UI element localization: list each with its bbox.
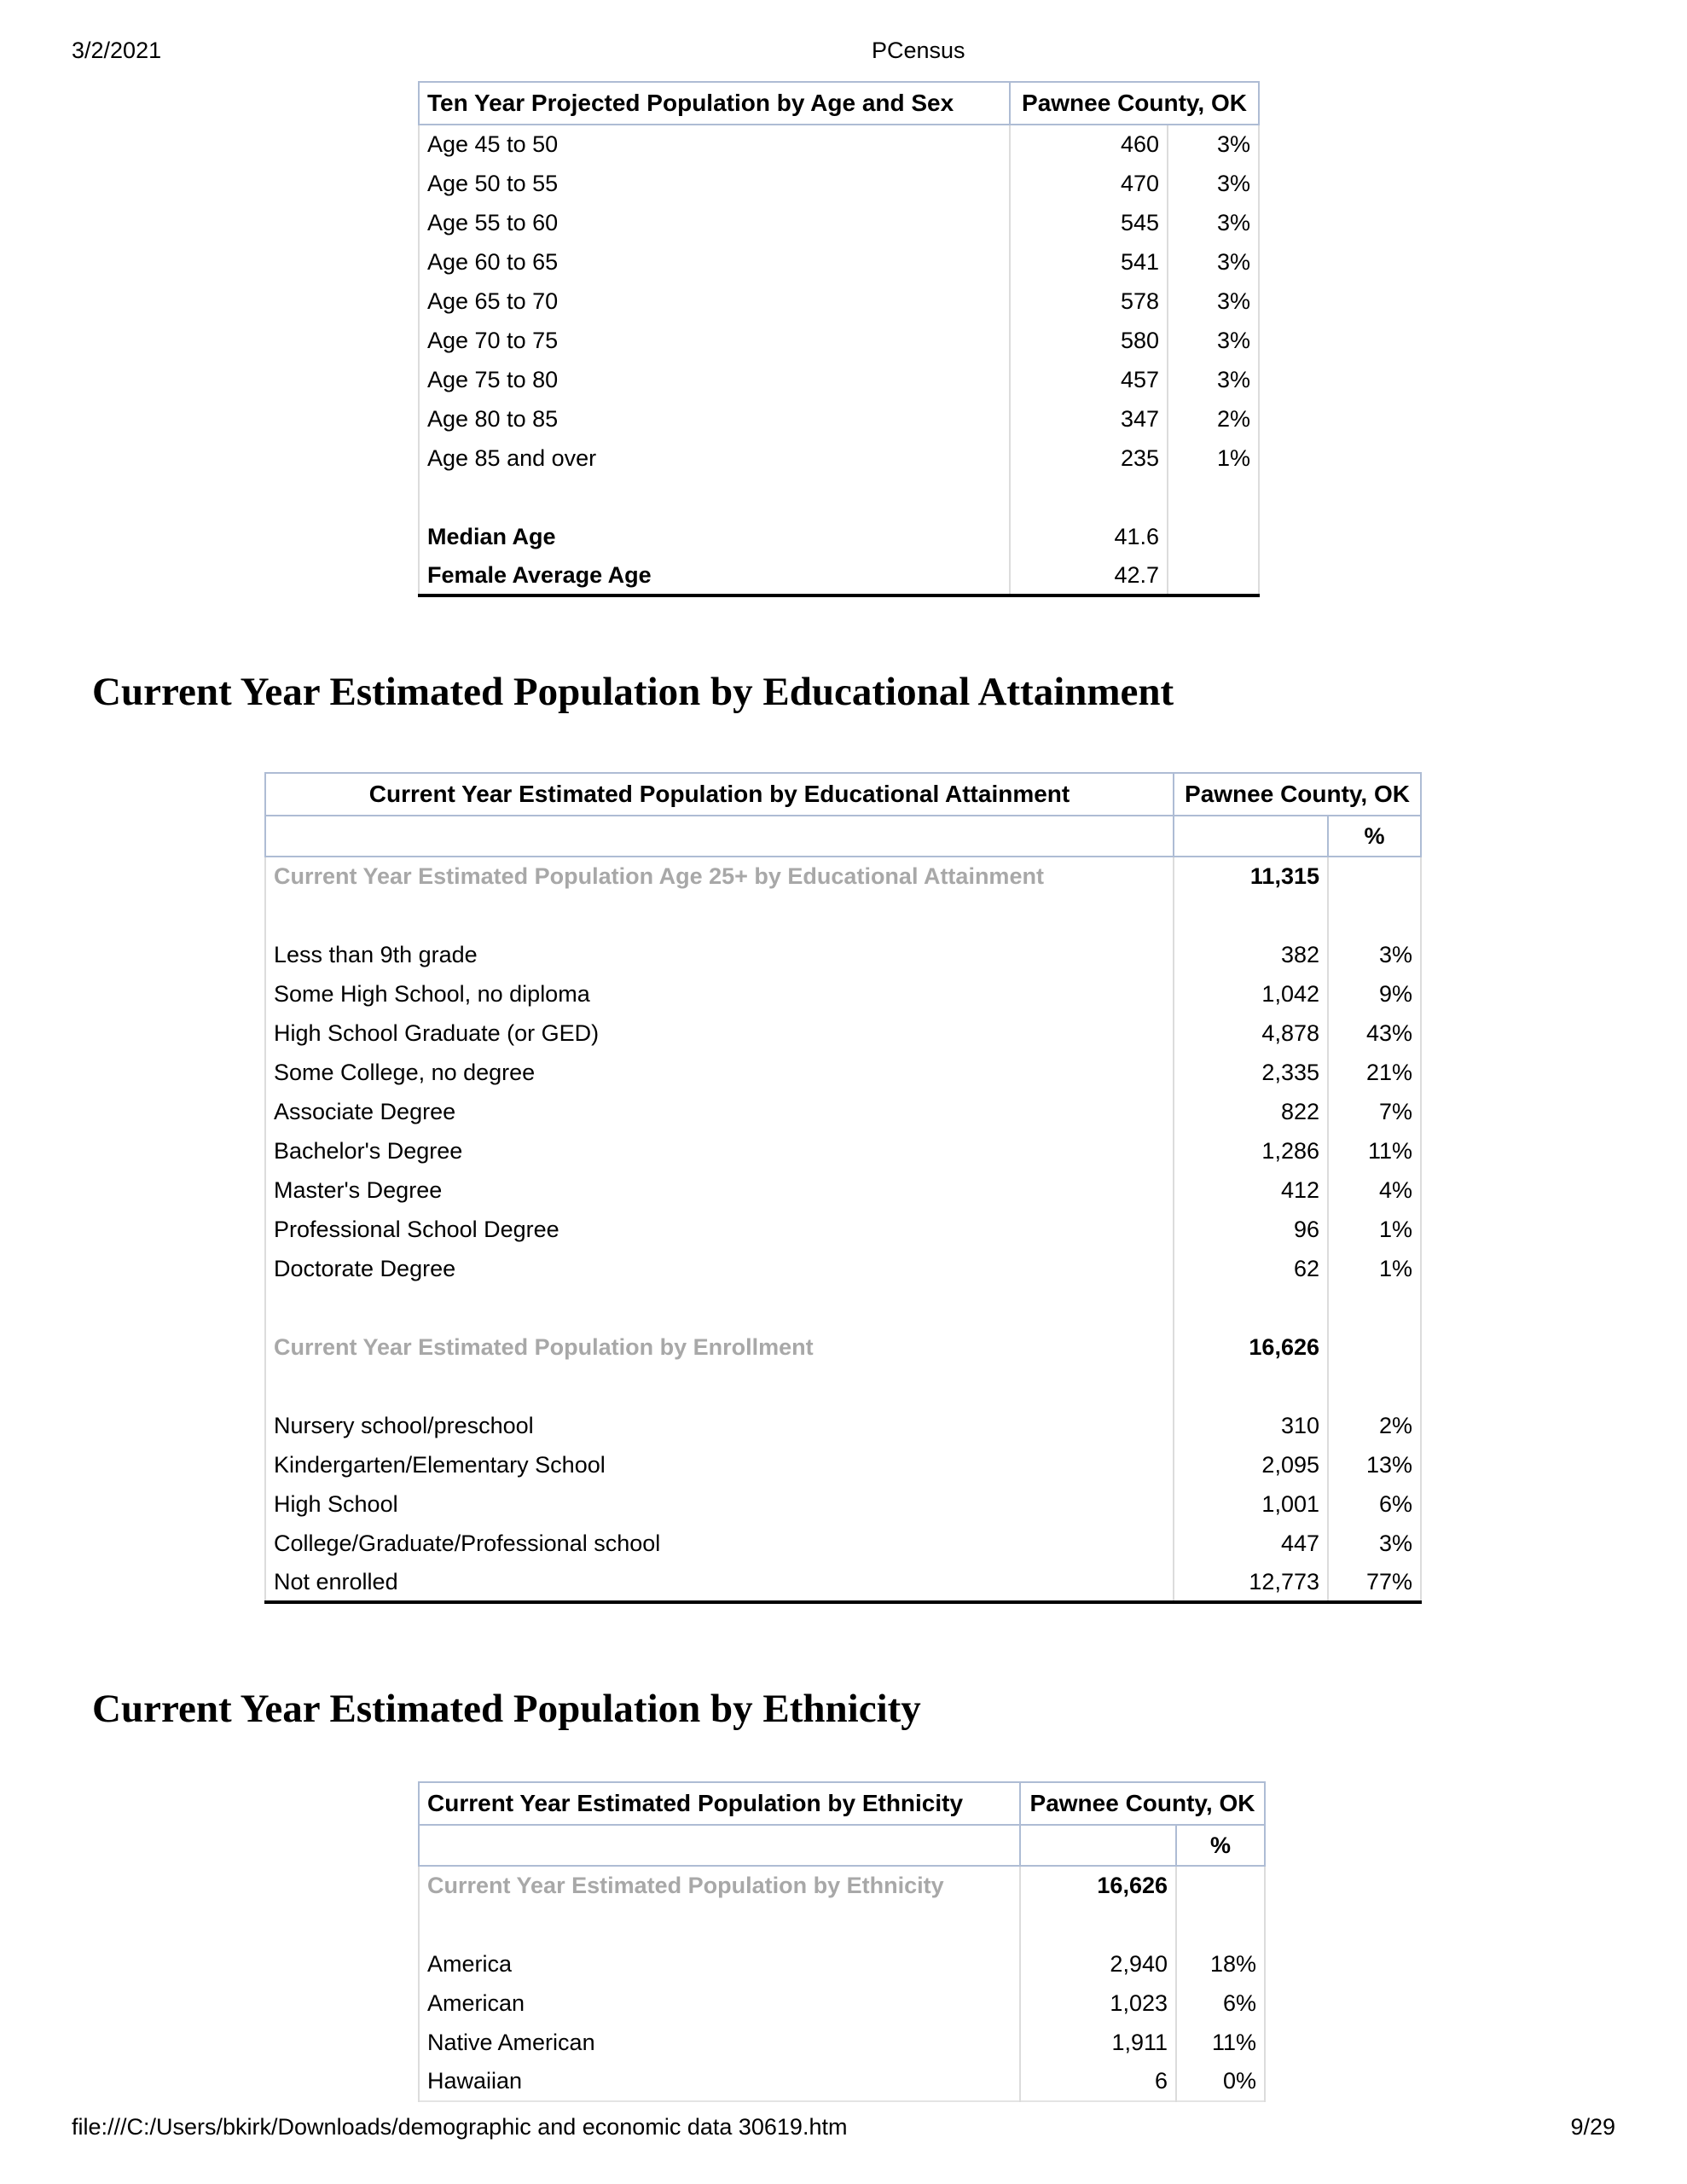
table-row xyxy=(419,2023,1265,2062)
row-percent: 1% xyxy=(1328,1249,1421,1288)
row-label: Age 55 to 60 xyxy=(419,203,1010,242)
table-row xyxy=(419,1984,1265,2023)
row-percent: 21% xyxy=(1328,1053,1421,1092)
table-row xyxy=(419,2062,1265,2101)
spacer-row xyxy=(419,478,1259,517)
section-percent xyxy=(1176,1866,1265,1905)
spacer-cell xyxy=(1020,1905,1176,1944)
table-row xyxy=(265,1484,1421,1524)
table-row xyxy=(419,1944,1265,1984)
row-label: Nursery school/preschool xyxy=(265,1406,1174,1445)
spacer-row xyxy=(265,1367,1421,1406)
row-value: 1,042 xyxy=(1174,974,1328,1014)
row-value: 1,001 xyxy=(1174,1484,1328,1524)
row-value: 1,286 xyxy=(1174,1131,1328,1170)
ethnicity-region-header: Pawnee County, OK xyxy=(1020,1782,1265,1825)
summary-row xyxy=(419,556,1259,595)
ethnicity-percent-row xyxy=(419,1825,1265,1866)
row-value: 235 xyxy=(1010,439,1168,478)
table-row xyxy=(265,1563,1421,1602)
row-percent: 4% xyxy=(1328,1170,1421,1210)
spacer-row xyxy=(419,1905,1265,1944)
spacer-cell xyxy=(1168,478,1259,517)
footer-file-path: file:///C:/Users/bkirk/Downloads/demographic and economic data 30619.htm xyxy=(72,2114,848,2140)
table-row xyxy=(265,935,1421,974)
row-label: Associate Degree xyxy=(265,1092,1174,1131)
table-row xyxy=(419,439,1259,478)
row-value: 412 xyxy=(1174,1170,1328,1210)
age-sex-table-body xyxy=(419,125,1259,595)
row-percent: 6% xyxy=(1176,1984,1265,2023)
section-total-value: 11,315 xyxy=(1174,857,1328,896)
education-table-title: Current Year Estimated Population by Educational Attainment xyxy=(265,773,1174,816)
table-row xyxy=(265,1445,1421,1484)
section-header-label: Current Year Estimated Population by Ethnicity xyxy=(419,1866,1020,1905)
ethnicity-table-title: Current Year Estimated Population by Ethnicity xyxy=(419,1782,1020,1825)
row-value: 1,911 xyxy=(1020,2023,1176,2062)
spacer-cell xyxy=(1174,1288,1328,1327)
row-value: 1,023 xyxy=(1020,1984,1176,2023)
summary-percent xyxy=(1168,517,1259,556)
section-header-label: Current Year Estimated Population by Enrollment xyxy=(265,1327,1174,1367)
row-percent: 3% xyxy=(1168,203,1259,242)
row-value: 2,940 xyxy=(1020,1944,1176,1984)
section-total-value: 16,626 xyxy=(1020,1866,1176,1905)
row-value: 822 xyxy=(1174,1092,1328,1131)
row-percent: 18% xyxy=(1176,1944,1265,1984)
spacer-cell xyxy=(1174,1367,1328,1406)
row-percent: 3% xyxy=(1168,360,1259,399)
row-value: 310 xyxy=(1174,1406,1328,1445)
table-row xyxy=(265,1092,1421,1131)
row-percent: 9% xyxy=(1328,974,1421,1014)
row-label: Hawaiian xyxy=(419,2062,1020,2101)
row-label: College/Graduate/Professional school xyxy=(265,1524,1174,1563)
table-row xyxy=(419,203,1259,242)
table-row xyxy=(419,125,1259,164)
row-value: 347 xyxy=(1010,399,1168,439)
summary-row xyxy=(419,517,1259,556)
row-label: Some College, no degree xyxy=(265,1053,1174,1092)
row-label: Age 60 to 65 xyxy=(419,242,1010,282)
percent-header: % xyxy=(1328,816,1421,857)
row-label: Doctorate Degree xyxy=(265,1249,1174,1288)
row-percent: 77% xyxy=(1328,1563,1421,1602)
table-row xyxy=(265,1170,1421,1210)
row-value: 6 xyxy=(1020,2062,1176,2101)
row-value: 2,095 xyxy=(1174,1445,1328,1484)
row-label: Age 65 to 70 xyxy=(419,282,1010,321)
row-label: Professional School Degree xyxy=(265,1210,1174,1249)
row-label: Age 45 to 50 xyxy=(419,125,1010,164)
age-sex-table-title: Ten Year Projected Population by Age and Sex xyxy=(419,82,1010,125)
row-percent: 13% xyxy=(1328,1445,1421,1484)
row-value: 62 xyxy=(1174,1249,1328,1288)
footer-page-number: 9/29 xyxy=(1570,2114,1615,2140)
spacer-cell xyxy=(1010,478,1168,517)
print-date: 3/2/2021 xyxy=(72,38,162,63)
summary-value: 42.7 xyxy=(1010,556,1168,595)
table-row xyxy=(265,1131,1421,1170)
row-value: 470 xyxy=(1010,164,1168,203)
row-value: 4,878 xyxy=(1174,1014,1328,1053)
row-percent: 3% xyxy=(1328,935,1421,974)
app-title: PCensus xyxy=(872,38,965,63)
table-row xyxy=(265,1210,1421,1249)
row-label: Age 75 to 80 xyxy=(419,360,1010,399)
row-percent: 11% xyxy=(1176,2023,1265,2062)
section-header-row xyxy=(265,1327,1421,1367)
table-row xyxy=(419,321,1259,360)
spacer-cell xyxy=(419,478,1010,517)
row-value: 545 xyxy=(1010,203,1168,242)
row-label: Age 70 to 75 xyxy=(419,321,1010,360)
spacer-cell xyxy=(1328,1367,1421,1406)
row-percent: 3% xyxy=(1168,125,1259,164)
summary-label: Female Average Age xyxy=(419,556,1010,595)
table-row xyxy=(265,1014,1421,1053)
empty-header-cell xyxy=(419,1825,1020,1866)
row-value: 457 xyxy=(1010,360,1168,399)
table-row xyxy=(419,399,1259,439)
empty-header-cell xyxy=(1174,816,1328,857)
table-row xyxy=(265,1524,1421,1563)
row-value: 460 xyxy=(1010,125,1168,164)
row-value: 12,773 xyxy=(1174,1563,1328,1602)
row-percent: 43% xyxy=(1328,1014,1421,1053)
summary-percent xyxy=(1168,556,1259,595)
row-percent: 1% xyxy=(1328,1210,1421,1249)
row-percent: 3% xyxy=(1168,242,1259,282)
ethnicity-table-body xyxy=(419,1866,1265,2101)
section-total-value: 16,626 xyxy=(1174,1327,1328,1367)
ethnicity-header-row xyxy=(419,1782,1265,1825)
row-label: Kindergarten/Elementary School xyxy=(265,1445,1174,1484)
row-value: 2,335 xyxy=(1174,1053,1328,1092)
empty-header-cell xyxy=(1020,1825,1176,1866)
spacer-cell xyxy=(1328,896,1421,935)
education-region-header: Pawnee County, OK xyxy=(1174,773,1421,816)
percent-header: % xyxy=(1176,1825,1265,1866)
spacer-row xyxy=(265,896,1421,935)
row-label: High School xyxy=(265,1484,1174,1524)
row-label: Age 50 to 55 xyxy=(419,164,1010,203)
row-label: Age 80 to 85 xyxy=(419,399,1010,439)
row-label: Native American xyxy=(419,2023,1020,2062)
spacer-cell xyxy=(1328,1288,1421,1327)
row-percent: 3% xyxy=(1168,282,1259,321)
row-value: 447 xyxy=(1174,1524,1328,1563)
section-percent xyxy=(1328,857,1421,896)
age-sex-table xyxy=(418,81,1260,597)
summary-label: Median Age xyxy=(419,517,1010,556)
table-row xyxy=(265,1249,1421,1288)
section-header-label: Current Year Estimated Population Age 25+ by Educational Attainment xyxy=(265,857,1174,896)
table-row xyxy=(265,1053,1421,1092)
empty-header-cell xyxy=(265,816,1174,857)
row-label: Not enrolled xyxy=(265,1563,1174,1602)
spacer-cell xyxy=(1174,896,1328,935)
row-label: Master's Degree xyxy=(265,1170,1174,1210)
row-percent: 6% xyxy=(1328,1484,1421,1524)
row-label: Less than 9th grade xyxy=(265,935,1174,974)
section-percent xyxy=(1328,1327,1421,1367)
row-percent: 2% xyxy=(1168,399,1259,439)
education-header-row xyxy=(265,773,1421,816)
row-label: Age 85 and over xyxy=(419,439,1010,478)
row-value: 382 xyxy=(1174,935,1328,974)
section-header-row xyxy=(419,1866,1265,1905)
table-row xyxy=(419,282,1259,321)
row-label: American xyxy=(419,1984,1020,2023)
row-value: 96 xyxy=(1174,1210,1328,1249)
age-sex-region-header: Pawnee County, OK xyxy=(1010,82,1259,125)
age-sex-header-row xyxy=(419,82,1259,125)
table-row xyxy=(419,164,1259,203)
table-row xyxy=(265,1406,1421,1445)
spacer-cell xyxy=(419,1905,1020,1944)
row-label: Some High School, no diploma xyxy=(265,974,1174,1014)
ethnicity-table xyxy=(418,1781,1266,2102)
row-value: 578 xyxy=(1010,282,1168,321)
spacer-cell xyxy=(265,1367,1174,1406)
spacer-row xyxy=(265,1288,1421,1327)
spacer-cell xyxy=(265,1288,1174,1327)
table-row xyxy=(419,360,1259,399)
row-percent: 3% xyxy=(1168,321,1259,360)
row-percent: 11% xyxy=(1328,1131,1421,1170)
education-table xyxy=(264,772,1422,1604)
education-section-heading: Current Year Estimated Population by Educational Attainment xyxy=(92,670,1174,714)
summary-value: 41.6 xyxy=(1010,517,1168,556)
row-label: High School Graduate (or GED) xyxy=(265,1014,1174,1053)
education-table-body xyxy=(265,857,1421,1602)
row-value: 580 xyxy=(1010,321,1168,360)
table-row xyxy=(265,974,1421,1014)
spacer-cell xyxy=(1176,1905,1265,1944)
row-percent: 2% xyxy=(1328,1406,1421,1445)
row-label: Bachelor's Degree xyxy=(265,1131,1174,1170)
row-percent: 0% xyxy=(1176,2062,1265,2101)
row-percent: 7% xyxy=(1328,1092,1421,1131)
education-percent-row xyxy=(265,816,1421,857)
row-label: America xyxy=(419,1944,1020,1984)
table-row xyxy=(419,242,1259,282)
ethnicity-section-heading: Current Year Estimated Population by Ethnicity xyxy=(92,1687,921,1731)
row-percent: 3% xyxy=(1328,1524,1421,1563)
row-percent: 1% xyxy=(1168,439,1259,478)
section-header-row xyxy=(265,857,1421,896)
row-value: 541 xyxy=(1010,242,1168,282)
row-percent: 3% xyxy=(1168,164,1259,203)
spacer-cell xyxy=(265,896,1174,935)
